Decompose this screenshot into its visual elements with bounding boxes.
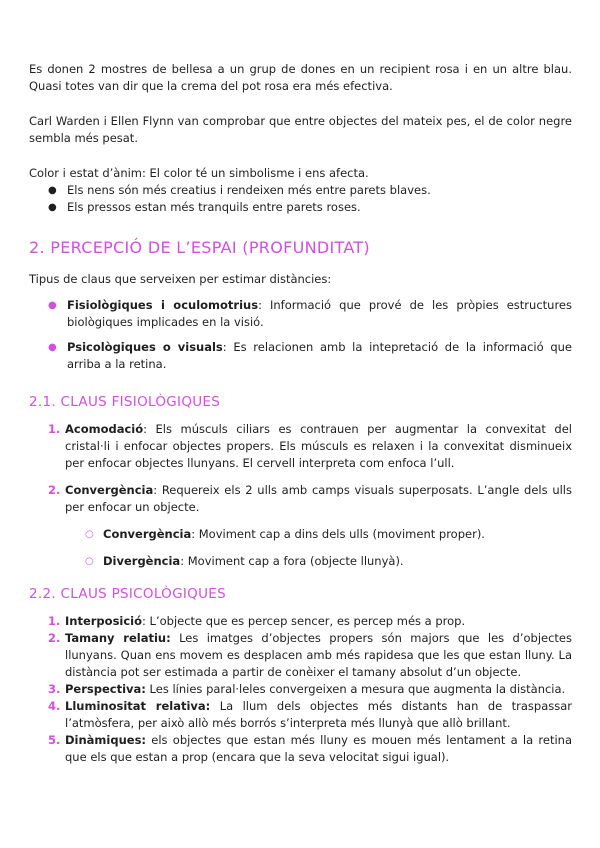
circle-bullet-icon: ○: [85, 556, 94, 567]
term: Lluminositat relativa:: [65, 699, 211, 713]
term: Psicològiques o visuals: [67, 340, 223, 354]
section-2-2-heading: 2.2. CLAUS PSICOLÒGIQUES: [29, 586, 226, 602]
list-item: ● Fisiològiques i oculomotrius: Informació que prové de les pròpies estructures biològiques implicades en la visió.: [48, 298, 572, 329]
intro-paragraph-3: Color i estat d’ànim: El color té un simbolisme i ens afecta.: [29, 166, 369, 180]
section-2-heading: 2. PERCEPCIÓ DE L’ESPAI (PROFUNDITAT): [29, 238, 370, 257]
intro-bullet-list: [29, 182, 572, 216]
list-item: 1. Interposició: L’objecte que es percep sencer, es percep més a prop.: [48, 614, 466, 628]
circle-bullet-icon: ○: [85, 529, 94, 540]
term: Fisiològiques i oculomotrius: [67, 298, 259, 312]
term: Convergència: [103, 527, 192, 541]
intro-paragraph-1: Es donen 2 mostres de bellesa a un grup de dones en un recipient rosa i en un altre blau. Quasi totes van dir que la crema del pot rosa era més efectiva.: [29, 62, 572, 93]
list-item: 5. Dinàmiques: els objectes que estan més lluny es mouen més lentament a la retina que els que estan a prop (encara que la seva velocitat sigui igual).: [48, 733, 572, 764]
section-2-1-sublist: [29, 526, 572, 570]
term: Divergència: [103, 554, 181, 568]
section-2-1-heading: 2.1. CLAUS FISIOLÒGIQUES: [29, 394, 221, 410]
section-2-list: [29, 297, 572, 373]
term: Acomodació: [65, 422, 144, 436]
term: Convergència: [65, 483, 154, 497]
list-item: 1. Acomodació: Els músculs ciliars es contrauen per augmentar la convexitat del cristal·li i enfocar objectes propers. Els músculs es relaxen i la convexitat disminueix per enfocar objectes llunyans. El cervell interpreta com enfoca l’ull.: [48, 422, 572, 470]
term: Dinàmiques:: [65, 733, 147, 747]
list-item: 2. Tamany relatiu: Les imatges d’objectes propers són majors que les d’objectes llunyans. Quan ens movem es desplacen amb més rapidesa que les que estan lluny. La distància pot ser estimada a partir de conèixer el tamany absolut d’un objecte.: [48, 631, 572, 679]
bullet-icon: ●: [48, 342, 57, 353]
bullet-icon: ●: [48, 300, 57, 311]
section-2-2-list: [29, 613, 572, 766]
list-item: ○ Divergència: Moviment cap a fora (objecte llunyà).: [85, 554, 404, 568]
term: Tamany relatiu:: [65, 631, 171, 645]
term: Interposició: [65, 614, 143, 628]
list-item: 3. Perspectiva: Les línies paral·leles convergeixen a mesura que augmenta la distància.: [48, 682, 566, 696]
bullet-icon: ●: [48, 185, 57, 196]
list-item: ● Psicològiques o visuals: Es relacionen amb la intepretació de la informació que arriba a la retina.: [48, 340, 572, 371]
section-2-1-list: [29, 421, 572, 516]
list-item: ● Els pressos estan més tranquils entre parets roses.: [48, 200, 361, 214]
document-page: [29, 61, 572, 766]
section-2-lead: Tipus de claus que serveixen per estimar distàncies:: [29, 272, 332, 286]
list-item: 2. Convergència: Requereix els 2 ulls amb camps visuals superposats. L’angle dels ulls per enfocar un objecte.: [48, 483, 572, 514]
term: Perspectiva:: [65, 682, 146, 696]
list-item: ○ Convergència: Moviment cap a dins dels ulls (moviment proper).: [85, 527, 485, 541]
list-item: 4. Lluminositat relativa: La llum dels objectes més distants han de traspassar l’atmòsfera, per això allò més borrós s’interpreta més llunyà que allò brillant.: [48, 699, 573, 730]
list-item: ● Els nens són més creatius i rendeixen més entre parets blaves.: [48, 183, 431, 197]
bullet-icon: ●: [48, 202, 57, 213]
intro-paragraph-2: Carl Warden i Ellen Flynn van comprobar que entre objectes del mateix pes, el de color negre sembla més pesat.: [29, 114, 572, 145]
